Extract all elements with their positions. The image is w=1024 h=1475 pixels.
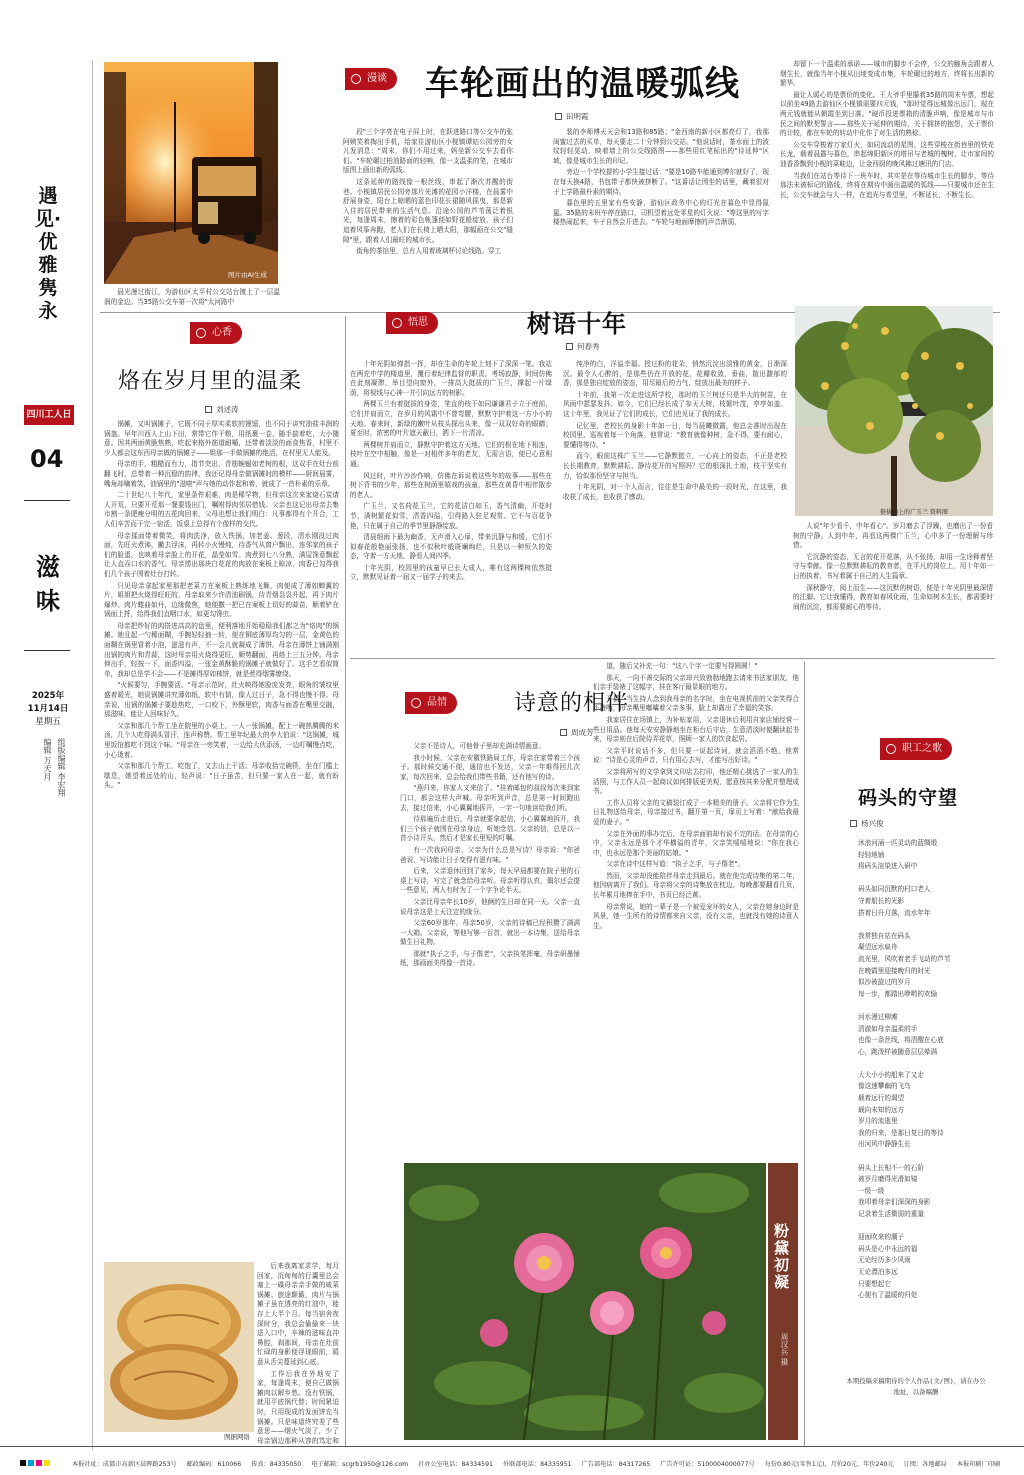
photo-title: 粉黛初凝: [772, 1223, 790, 1291]
paragraph: 公交车穿梭着万家灯火，如同流动的星图，这些穿梭在街巷里的铁壳长龙，载着晨露与暮色，串起绵阳新区的塔吊与老城的槐树，让市家间的油香香飘到小枧的菜畦边，让金西厨的晚风拂过塘汛的门店。: [780, 140, 994, 168]
paragraph: 父亲在外面的事办完后，在母亲面前却有说不完的话。在母亲的心中，父亲永远是那个才华横溢的青年，父亲笑嘻嘻地说："你在我心中，也永远是那个美丽的姑娘。": [593, 829, 799, 857]
paragraph: 暮色里的五里家有些安静，游仙区政务中心的灯光在暮色中显得氤氲。35路的末班车停在路口，司机望着远处零星的灯火说："等这里的写字楼热闹起来，车子自然会开进去。"车轮与地面摩擦的声音渐弱，: [553, 199, 769, 227]
paragraph: 最让人暖心的是票价的变化。王大爷手里攥着35路的周末车票，想起以前坐49路去游仙区小枧镇需要四元钱，"那时觉得远城像出远门，现在两元钱就能从朝霞坐到日落。"硬币投进票箱的清脆声响，像是城市与市民之间的默契誓言——那些关于延伸的期待，关于拥挤的抱怨，关于票价的计较，都在车轮的转动中化作了对生活的熟稔。: [780, 90, 994, 138]
paragraph: 风过时，叶片沙沙作响，仿佛在诉说着这些年的故事——那些在树下背书的少年，那些在树荫里嬉戏的孩童，那些在黄昏中相伴散步的老人。: [350, 471, 552, 499]
footer-subscription: 订阅：各地邮局: [903, 1461, 947, 1468]
paragraph: 父亲将所写的文学拿到文印店去打印，他还精心挑选了一家人的生活照，与工作人员一起商议如何排版更美观，愿意按其来分配并整理成书。: [593, 767, 799, 796]
paragraph: 十年光阴，校园里的孩童早已长大成人，唯有这两棵树依然挺立，默默见证着一届又一届学子的来去。: [350, 563, 552, 582]
section-name: 滋味: [36, 553, 60, 615]
date-month-day: 11月14日: [27, 704, 69, 714]
footer-bar: [0, 1452, 1024, 1475]
paragraph: 它沉静的姿态，无言的花开花落，从不张扬，却用一生诠释着坚守与奉献。像一位默默耕耘的教育者，在平凡的岗位上，用十年如一日的执着，书写着属于自己的人生篇章。: [793, 552, 993, 580]
footer-info: [72, 1459, 1000, 1468]
paragraph: 那就"执子之手，与子偕老"，父亲执笔挥毫，母亲研墨铺纸，那画面美得像一首诗。: [400, 949, 580, 968]
article-author: 刘述涛: [205, 404, 239, 415]
badge-circle-icon: [886, 744, 896, 754]
article-author: 杨兴俊: [850, 818, 884, 829]
paragraph: 开播，当生持人念到我母亲的名字时，坐在电视机前的父亲笑得合不拢嘴，母亲嘴里嘟囔着父亲多事，脸上却露出了幸福的笑容。: [593, 694, 799, 713]
date-year: 2025年: [31, 691, 65, 701]
bus-sunset-image: [104, 62, 278, 284]
paragraph: 道，随后又补充一句："这八个字一定要写得圆圆！": [606, 662, 758, 670]
image-caption: 挺拔向上的广玉兰 资料图: [880, 509, 948, 516]
paragraph: 只见母亲拿起家里那把老菜刀在案板上熟练地飞舞，肉便成了薄如蝉翼的片，姐姐把火烧得旺旺的，母亲取来少许清油刷锅，待青烟袅袅升起，再下肉片爆炒。肉片蜷曲如丹，边缘微焦，她便撒一把已在案板上切好的蒜苗，顺着铲在锅面上捋，给得我们直咽口水，如更勾馋虫。: [104, 581, 339, 619]
paragraph: 清晨细雨下最为幽香，无声滑入心扉，带来沉静与和缓，它们不似春花般艳丽张扬，也不似秋叶般斑斓绚烂，只是以一种恒久的姿态，守着一方天地，静看人间四季。: [350, 533, 552, 561]
article-text-col1: [104, 288, 280, 308]
image-caption-ai: 图片由AI生成: [228, 271, 267, 279]
article-title: 车轮画出的温暖弧线: [425, 64, 740, 104]
color-register-marks: [20, 1460, 52, 1468]
badge-label: 漫谈: [367, 73, 387, 84]
badge-circle-icon: [196, 328, 206, 338]
article-text-col2: [343, 128, 513, 308]
article-text-col1: [104, 420, 339, 1258]
flatbread-image: [104, 1262, 254, 1432]
submission-note: 本期投稿来稿期待的个人作品(文/图)，请在办公地址，以备稿酬: [846, 1377, 986, 1396]
footer-address: 本报社址：成都市高新区晨晖路253号: [72, 1461, 177, 1468]
paragraph: 母亲的手，粗糙而有力，指节突出，青筋蜿蜒如老树的根，这双手在灶台前翻飞时，总带着一种沉稳的韵律，我还记得母亲做锅摊时的模样——厨间晨雾，嘴角却噙着笑，油锅里的"滋啦"声与她的动作起和着，就成了一首朴素的乐章。: [104, 460, 339, 488]
footer-ad-license: 广告许可证：5100004000077号: [660, 1461, 755, 1468]
paragraph: 而今，眼前这株广玉兰——它静默挺立，一心向上的姿态，不正是老校长长期教育，默默耕耘、静待花开的写照吗？它的根深扎土地，枝干坚实有力，恰似那份坚守与担当。: [563, 452, 787, 480]
layout-editor-credit: 组版编辑 李宏翔: [57, 738, 66, 797]
paragraph: 我家居住在场镇上，为补贴家用，父亲退休后利用自家店铺经营一些日用品。他每天安安静静地坐在柜台后守店，生意清淡时便翻读起书来，母亲则在后院侍弄花草，照顾一家人的饮食起居。: [593, 715, 799, 744]
article-text-col1: [400, 742, 580, 1154]
paragraph: 锅摊，又叫锅摊子，它既不同于厚实柔软的馒馍，也不同于讲究油盐丰润的锅盔。早年川西人上山下田，常带它作干粮，用纸裹一卷，随手揣着吃，大小随意。因其两面黄脆焦熟，吃起来格外筋道耐嚼，还带着淡淡的面食焦香，村里不少人都会这东西母亲做的锅摊子——姐那一手做锅摊的绝活，在村里无人能及。: [104, 420, 339, 457]
paragraph: 旁边一个学校提的小学生接过话："要是10路车能通到博尔就好了，现在每天换4路，书包带子都快被挤断了。"这番话让围坐的话里，藏着很对于上学路最朴素的期待。: [553, 168, 769, 196]
badge-zhigong: [880, 738, 952, 760]
paragraph: 记忆里，老校长的身影十年如一日，每当晨曦微露，他总会准时出现在校园里，巡视着每一个角落。他常说："教育就像种树，急不得，要有耐心，要懂得等待。": [563, 421, 787, 449]
badge-xinxiang: [190, 322, 242, 344]
paragraph: 后来，父亲退休回到了家乡，每天早晨都要在院子里的石桌上写诗，写完了就念给母亲听。母亲听得认真，偶尔还会提一些意见，两人有时为了一个字争论半天。: [400, 867, 580, 895]
article-text-col2: [593, 662, 799, 1154]
paragraph: 母亲揉面带着微笑，将肉洗净，放入铁锅，加老姜、葱段，清水刚没过肉面，先旺火煮沸，撇去浮沫，再转小火慢炖，待香气从窗户飘出，连邻家的孩子们的脸蛋，也映着母亲脸上的开花，晶莹如雪。肉煮到七八分熟，满屋馋意飘起让人直吞口水的香气。母亲捞出那块白花花的肉放在案板上晾凉，肉香已勾得我们几个孩子围着灶台打转。: [104, 531, 339, 578]
badge-circle-icon: [351, 74, 361, 84]
paragraph: 父亲在诗中这样写道："执子之手，与子偕老"。: [606, 860, 745, 869]
paragraph: 人说"年少看千，中年看心"。岁月磨去了浮躁，也磨出了一份看树的宁静。人到中年，再看这两棵广玉兰，心中多了一份理解与珍惜。: [793, 522, 993, 550]
paragraph: 两棵树并肩而立，静默守护着这方天地。它们的根在地下相连，枝叶在空中相触，像是一对相伴多年的老友，无需言语，便已心意相通。: [350, 440, 552, 468]
magnolia-tree-image: [795, 306, 993, 516]
article-text-col2: [563, 360, 787, 652]
badge-label: 心香: [212, 327, 232, 338]
paragraph: 这条延伸的路线像一根丝线，串起了渐次苏醒的街巷。小枧镇居民公园旁那片光滩的花园小洋楼，在晨雾中舒展身姿，阳台上晾晒的蓝色印花长裙随风摇曳，那是新入住的居民带来的生活气息。沿途公园的芦苇荡泛着银光，每逢周末，擦着的彩色帐篷便如野花般绽放，孩子们追着风筝奔跑，老人们在长椅上晒太阳，那幅画在公交"缝隙"里，跟着人们最旺的城市长。: [343, 177, 513, 244]
paragraph: 父亲和那几个帮工坐在院里的小桌上，一人一张锅摊，配上一碗热腾腾的米汤，几个人吃得满头冒汗，连声称赞。帮工里年纪最大的李大伯说："这锅摊，城里饭馆都吃不到这个味。"母亲在一旁笑着，一边给大伙添汤，一边叮嘱慢点吃，小心烫着。: [104, 721, 339, 759]
paragraph: 晨光漫过街江，为游仙区太平村公交站台镀上了一层温润的金边。当35路公交车第一次将"太河路中: [104, 288, 280, 306]
image-credit: 图据网络: [224, 1433, 250, 1441]
paragraph: 那天，一向不善交际的父亲却兴致勃勃地跑去请来书法家朋友，他们亲手装裱了这幅字，挂在客厅最显眼的地方。: [593, 673, 799, 692]
paragraph: 装的李师傅天天会和13路和85路；"金西南的新小区都亮灯了，我那闺蜜过去的买单，每天要走二十分钟到公交站。"他说话时，茶水面上的波纹轻轻晃动，映着墙上的公交线路图——那些用红笔标出的"待延伸"区域，像是城市生长的印记。: [553, 128, 769, 165]
article-title: 树语十年: [527, 310, 627, 338]
article-title: 诗意的相伴: [514, 691, 630, 716]
badge-label: 职工之歌: [902, 743, 942, 754]
column-title: 遇见·优雅隽永: [34, 185, 62, 322]
paragraph: 段"三个字亮在电子屏上时，在跃进路口等公交车的张阿姨笑着掏出手机，给家住游仙区小枧镇谭姑公园旁的女儿发消息："周末，你们不用过来，妈坐新公交车去看你们。"车轮碾过柏油路面的轻响，像一支温柔的笔，在城市版图上画出新的弧线。: [343, 128, 513, 175]
badge-circle-icon: [392, 318, 402, 328]
date-block: [26, 690, 70, 729]
flatbread-illustration: [104, 1262, 254, 1432]
rose-flowers-illustration: [404, 1163, 766, 1440]
paragraph: "火候要匀，手腕要活。"母亲示范时，灶火映得她脸庞发亮，眼角的皱纹里盛着暖光，她说锅摊讲究薄如纸，软中有韧，像人过日子，急不得也慢不得。母亲说，出锅的锅摊子要趁热吃，一口咬下，外酥里软，肉香与面香在嘴里交融，那滋味，能让人回味好久。: [104, 681, 339, 719]
paragraph: 十年光阴如弹指一挥，却在生命的年轮上刻下了深深一笔。我站在两充中学的楼道里，覆行着纪律监督的职责。考场寂静，时间仿佛在此刻凝滞，举目望向窗外，一排高大挺拔的广玉兰，撑起一片绿荫，将视线与心神一并引向远方的树影。: [350, 360, 552, 397]
article-text-col2: [257, 1262, 339, 1447]
footer-office-tel: 社办公室电话：84334591: [418, 1461, 493, 1468]
paragraph: 两棵玉兰有着挺拔的身姿，笔直的枝干如同谦谦君子立于庭前，它们并肩而立，在岁月的风霜中不曾弯腰，默默守护着这一方小小的天地。春来时，新绿的嫩叶从枝头探出头来，像一双双好奇的眼睛；夏至时，浓密的叶片遮天蔽日，洒下一片清凉。: [350, 400, 552, 438]
paragraph: 街角的茶馆里，总有人用着玻璃杯讨论线路。穿工: [356, 247, 502, 256]
paragraph: 纯净的白，洋溢幸福。授过粉的花朵，悄然沉淀出淡雅的黄金，日渐深沉。最令人心醉的，是那些仍在开放的花，花瓣收敛，垂曲，散出馥郁的香，那是独自绽放的姿态，用尽最后的力气，绽放出最美的样子。: [563, 360, 787, 388]
paragraph: 父亲比母亲年长10岁，他俩的生日却在同一天。父亲一直说母亲这是上天注定的缘分。: [400, 897, 580, 916]
article-text-col3: [553, 128, 769, 308]
paragraph: 却留下一个温柔的承诺——城市的脚步不会停，公交的触角会跟着人烟生长，就像当年小枧从田埂变成市集，车轮碾过的地方，终将长出新的繁华。: [780, 60, 994, 88]
paragraph: 待那遍历走进后，母亲就要拿起信，小心翼翼地拆开，我们三个孩子就围在母亲身边，听她念信。父亲的信，总是以一首小诗开头，然后才是家长里短的叮嘱。: [400, 815, 580, 843]
article-text-col1: [350, 360, 552, 652]
article-title: 烙在岁月里的温柔: [118, 369, 303, 394]
paragraph: 广玉兰，又名荷花玉兰，它的花洁白如玉，香气清幽，开花时节，满树繁花似雪，清香四溢，引得路人驻足观赏。它不与百花争艳，只在属于自己的季节里静静绽放。: [350, 502, 552, 530]
weekday: 星期五: [35, 717, 61, 727]
article-text-col3: [793, 522, 993, 652]
paragraph: 深秋静守，阅上而生——这沉默的树语，便是十年光阴里最深情的注脚。它让我懂得，教育如春风化雨，生命如树木生长，都需要时间的沉淀，都需要耐心的等待。: [793, 583, 993, 611]
paragraph: 然而，父亲却没能陪伴母亲走到最后。就在他完成诗集的第二年，他因病离开了我们。母亲将父亲的诗集放在枕边，每晚都要翻看几页，长年累月地捧在手中，书页已经泛黄。: [593, 871, 799, 900]
article-author: 田明霞: [555, 111, 589, 122]
paragraph: 二十世纪八十年代，家里条件艰难，肉是稀罕物，但母亲这次来家烧石炭请人开荒，只要开荒那一餐要钱出门，嘱咐得肉邻居借钱。父亲也这记出母亲去集市割一条肥瘦分明的五花肉回来，父母也想让我们明白：凡事都得有个开合，工人们辛苦而干完一宿活，饭桌上总得有个像样的交代。: [104, 491, 339, 528]
paragraph: 当我们在站台等待下一班车时，其实是在等待城市生长的脚步，等待那法未被标记的路线，终将在期待中画出温暖的弧线——只要城市还在生长，公交车就会与人一样，在追光与希望里，不断延长，不断生长。: [780, 171, 994, 199]
photo-title-band: [768, 1163, 798, 1440]
badge-circle-icon: [411, 698, 421, 708]
paragraph: 父亲平时说话不多，但只要一说起诗词，就会滔滔不绝。他常说："诗是心灵的声音，只有用心去写，才能写出好诗。": [593, 746, 799, 765]
badge-mantan: [345, 68, 397, 90]
footer-ad-tel: 广告部电话：84317265: [581, 1461, 651, 1468]
badge-wusi: [386, 312, 438, 334]
article-author: 何春秀: [566, 341, 600, 352]
editor-credit: 编辑 万天月: [43, 738, 52, 781]
article-text-col4: [780, 60, 994, 308]
paragraph: 我小时候，父亲在安徽铁路局工作，母亲在家带着三个孩子。那时候交通不便，通信也不发达，父亲一年难得回几次家，每次回来，总会给我们带些书籍，还有他写的诗。: [400, 753, 580, 781]
paragraph: 母亲把炒好的肉搭进高高的盘里，便利落地开始稳稳我们都之为"烙肉"的锅摊。她且起一勺稀面糊，手腕轻轻抽一转，便在铜底薄厚均匀的一层，金黄色的面糊在锅里冒着小泡，滋滋有声，不一会儿就凝成了薄饼。母亲在薄饼上铺满刚出锅的肉片和青蒜，这时母亲用火烧得更旺，顺势翻面，再烙上三五分钟。母亲伸出手，轻按一下，面香四溢，一张金黄酥脆的锅摊子就做好了。这手艺看似简单，我却总是学不会——不是摊得厚如柿饼，就是煮得烟雾缭绕。: [104, 621, 339, 678]
footer-price: 每份0.80元(零售1元)，月价20元，年价240元: [764, 1461, 894, 1468]
badge-label: 品情: [427, 697, 447, 708]
flower-photo: [404, 1163, 766, 1440]
footer-distribution-tel: 外联部电话：84335951: [502, 1461, 572, 1468]
footer-email: 电子邮箱：scgrb1950@126.com: [311, 1461, 409, 1468]
badge-label: 悟思: [408, 317, 428, 328]
paragraph: 父亲60岁那年，母亲50岁，父亲的诗稿已经积攒了满满一大箱。父亲说，等他写够一百首，就出一本诗集，送给母亲做生日礼物。: [400, 919, 580, 947]
page-number: 04: [30, 445, 64, 473]
footer-postcode: 邮政编码：610066: [186, 1461, 242, 1468]
badge-pinqing: [405, 692, 457, 714]
footer-fax: 传真：84335050: [251, 1461, 302, 1468]
paragraph: 工作后我在外地安了家，每逢周末，便自己做锅摊肉以解乡愁。没有铁锅，就用平底锅代替；时间紧迫时，只用现成的发面饼充当锅摊。只是味道终究差了些意思——烟火气淡了，少了母亲锅边那种从容的笃定和: [257, 1369, 339, 1445]
paragraph: 后来我离家求学，每月回家，沉甸甸的行囊里总会塞上一碟母亲亲手做的咸菜锅摊。旅途颠簸，肉片与锅摊子虽在透亮的红油中，能存上大半个月。每当宿舍夜深时分，我总会偷偷来一块送入口中，辛辣的滋味直冲鼻腔，刹那间，母亲在灶前忙碌的身影便浮现眼前，暖意从舌尖蔓延到心底。: [257, 1262, 339, 1366]
paragraph: "燕归来，你家人又来信了。"挂着邮包的叔叔每次来到家门口，都会这样大声喊。母亲听到声音，总是第一时间跑出去，接过信来，小心翼翼地拆开，一字一句地读给我们听。: [400, 784, 580, 812]
paragraph: 十年前，我第一次走进这所学校，那时的玉兰树还只是半大的树苗，在风雨中瑟瑟发抖。如今，它们已经长成了参天大树，枝繁叶茂，亭亭如盖。这十年里，我见证了它们的成长，它们也见证了我的成长。: [563, 390, 787, 418]
paragraph: 工作人员将父亲的文稿装订成了一本精美的册子。父亲将它作为生日礼物送给母亲，母亲接过书，翻开第一页，扉页上写着："献给我最爱的妻子。": [593, 798, 799, 826]
paragraph: 十年光阴，对一个人而言，往往是生命中最美的一段时光，在这里，我收获了成长，也收获了感动。: [563, 483, 787, 501]
paragraph: 父亲不是诗人，可他骨子里却充满诗情画意。: [413, 742, 546, 750]
article-author: 周成芳: [560, 727, 594, 738]
bus-illustration: [104, 62, 278, 284]
masthead-logo: 四川工人日报: [24, 405, 74, 425]
paragraph: 有一次我问母亲，父亲为什么总是写诗？母亲说："你爸爸说，写诗能让日子变得有滋有味。": [400, 845, 580, 864]
poem-text: 沐浪河涌一匹灵动的蓝绸缎 轻轻地铺 将码头渲染进入研中 码头如同沉默的村口老人 守着船长的光影 搭着日升月落，流水年年 我常独自站在码头 凝望远水扁舟 流光里，风吹着老手飞动的芦苇 在晚霞里迎接晚归的时光 似沙被旋过的岁月 每一步，都踏出咿哟的欢愉 河水漫过柳滩 清澈如母亲温柔的手 也像一条丝线，将清醒在心底 心，跳泼样被随意层层晕满 大大小小的船来了又走 像这速攀幽的飞鸟 载着远行的渴望 载向未知的远方 岁月的流逝里 我的归来，是那日复日的等待 出河风中静静生长 码头上长相不一的石阶 被岁月磨得光滑如镜 一级一级 我叩着母亲们深深的身影 记录着生活微弱的重量 迎面吹来的潮子 码头是心中永远的福 无论经历多少风雨 无论漂泊多远 只要想起它 心便有了温暖的归处: [858, 839, 951, 1300]
article-title: 码头的守望: [858, 787, 959, 809]
footer-printer: 本报印刷厂印刷: [956, 1461, 1001, 1468]
paragraph: 母亲常说，她的一辈子是一个被爱宠坏的女人，父亲在她身边时是风景，她一生所有的诗情都来自父亲，没有父亲，也就没有她的诗意人生。: [593, 902, 799, 930]
tree-illustration: [795, 306, 993, 516]
photographer: 周汉兵 摄: [780, 1333, 789, 1366]
paragraph: 父亲和那几个帮工，吃饱了，又去山上干活。母亲收拾完碗筷，坐在门槛上歇息，她望着远处的山，轻声说："日子虽苦，但只要一家人在一起，就有盼头。": [104, 762, 339, 790]
